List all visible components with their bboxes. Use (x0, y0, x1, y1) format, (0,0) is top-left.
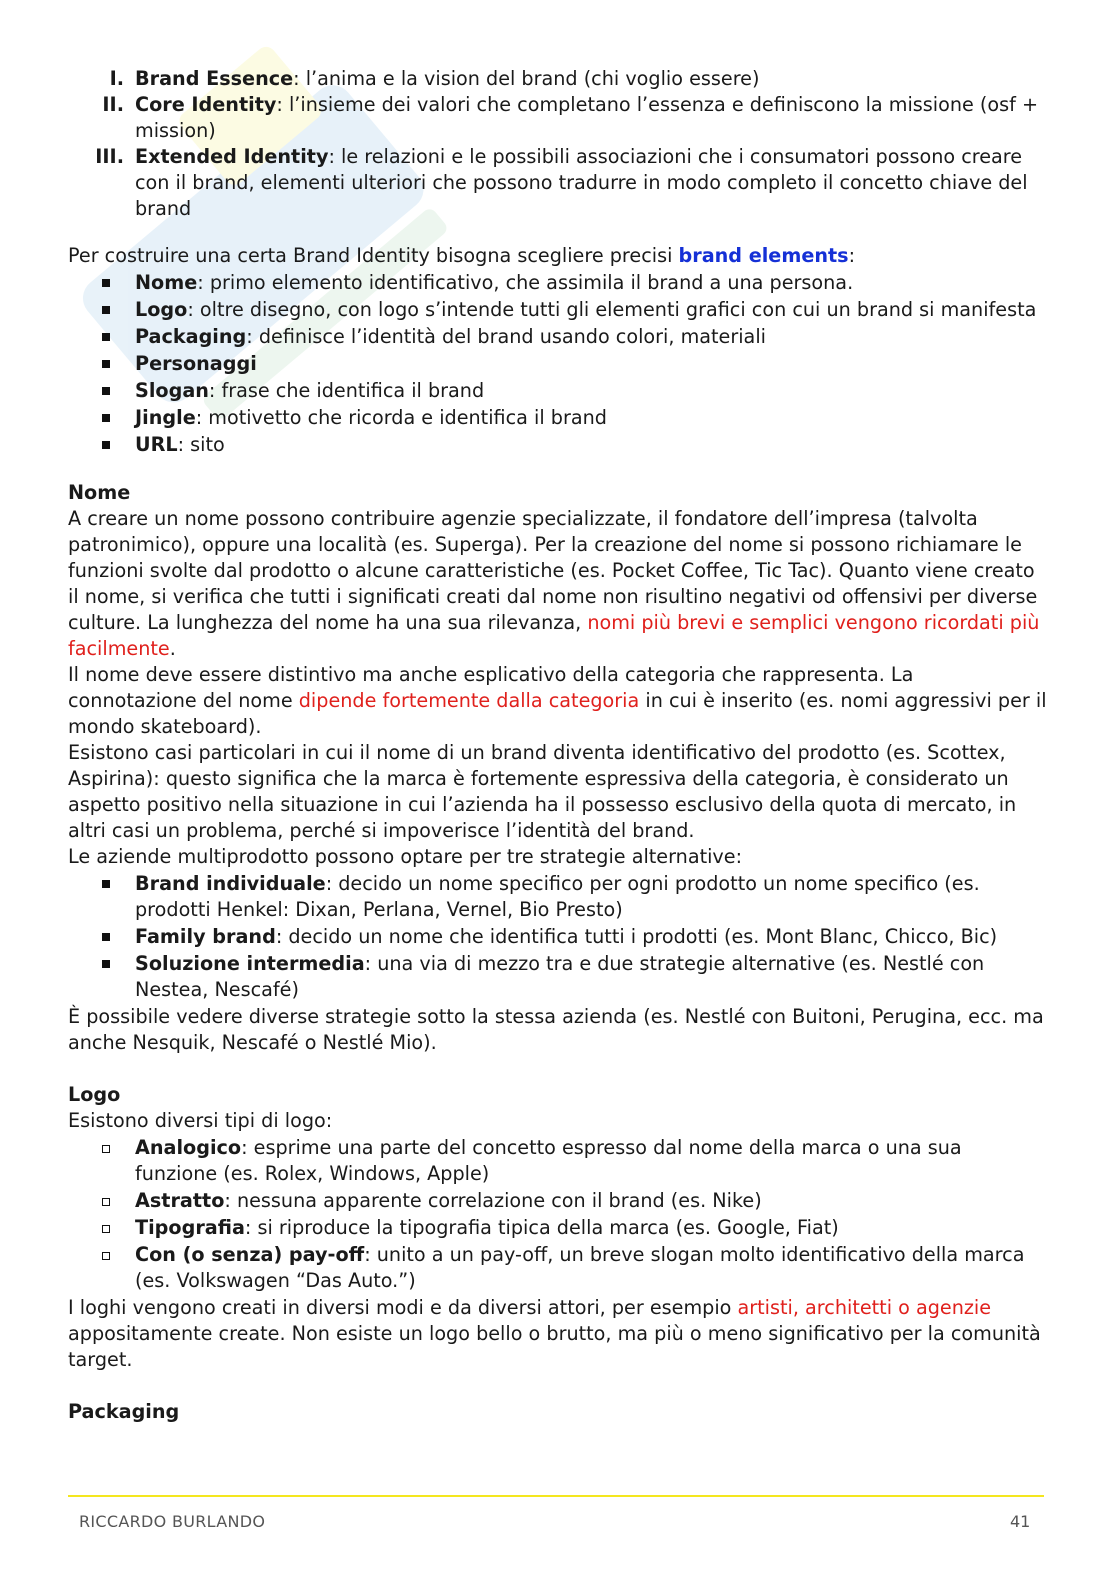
list-item: Family brand: decido un nome che identifica tutti i prodotti (es. Mont Blanc, Chicco, Bic) (68, 924, 1048, 950)
term: Con (o senza) pay-off (135, 1243, 365, 1266)
paragraph: Il nome deve essere distintivo ma anche esplicativo della categoria che rappresenta. La connotazione del nome dipende fortemente dalla categoria in cui è inserito (es. nomi aggressivi per il mondo skateboard). (68, 663, 1047, 738)
term: Logo (135, 298, 188, 321)
list-item: Nome: primo elemento identificativo, che assimila il brand a una persona. (68, 270, 1048, 296)
definition: : le relazioni e le possibili associazioni che i consumatori possono creare con il brand, elementi ulteriori che possono tradurre in modo completo il concetto chiave del brand (135, 145, 1028, 220)
definition: : l’anima e la vision del brand (chi voglio essere) (293, 67, 760, 90)
list-item (68, 144, 1048, 222)
list-item: Packaging: definisce l’identità del brand usando colori, materiali (68, 324, 1048, 350)
term: Brand Essence (135, 67, 294, 90)
list-item: Slogan: frase che identifica il brand (68, 378, 1048, 404)
page-number: 41 (1010, 1512, 1031, 1531)
term: Nome (135, 271, 198, 294)
highlight-red: nomi più brevi e semplici vengono ricordati più facilmente (68, 611, 1040, 660)
brand-elements-highlight: brand elements (678, 244, 849, 267)
roman-numeral: I. (109, 67, 124, 90)
paragraph: Esistono diversi tipi di logo: (68, 1109, 333, 1132)
term: Core Identity (135, 93, 277, 116)
paragraph: È possibile vedere diverse strategie sotto la stessa azienda (es. Nestlé con Buitoni, Perugina, ecc. ma anche Nesquik, Nescafé o Nestlé Mio). (68, 1005, 1044, 1054)
footer-author: RICCARDO BURLANDO (79, 1512, 266, 1531)
highlight-red: dipende fortemente dalla categoria (298, 689, 640, 712)
paragraph: A creare un nome possono contribuire agenzie specializzate, il fondatore dell’impresa (talvolta patronimico), oppure una località (es. Superga). Per la creazione del nome si possono richiamare le funzioni svolte dal prodotto o alcune caratteristiche (es. Pocket Coffee, Tic Tac). Quanto viene creato il nome, si verifica che tutti i significati creati dal nome non risultino negativi od offensivi per diverse culture. La lunghezza del nome ha una sua rilevanza, nomi più brevi e semplici vengono ricordati più facilmente. (68, 507, 1040, 660)
list-item: Jingle: motivetto che ricorda e identifica il brand (68, 405, 1048, 431)
section-heading-logo: Logo (68, 1083, 121, 1106)
strategies-list (68, 871, 1048, 1003)
paragraph: Esistono casi particolari in cui il nome di un brand diventa identificativo del prodotto (es. Scottex, Aspirina): questo significa che la marca è fortemente espressiva della categoria, è considerato un aspetto positivo nella situazione in cui l’azienda ha il possesso esclusivo della quota di mercato, in altri casi un problema, perché si impoverisce l’identità del brand. (68, 741, 1017, 842)
highlight-red: artisti, architetti o agenzie (737, 1296, 992, 1319)
term: Jingle (135, 406, 196, 429)
term: Tipografia (135, 1216, 245, 1239)
roman-numeral: II. (102, 93, 124, 116)
term: Astratto (135, 1189, 225, 1212)
term: Personaggi (135, 352, 257, 375)
brand-elements-list (68, 270, 1048, 458)
identity-levels-list (68, 66, 1048, 222)
list-item (68, 351, 1048, 377)
list-item: Con (o senza) pay-off: unito a un pay-off, un breve slogan molto identificativo della marca (es. Volkswagen “Das Auto.”) (68, 1242, 1048, 1294)
term: Slogan (135, 379, 209, 402)
term: Brand individuale (135, 872, 326, 895)
brand-elements-intro: Per costruire una certa Brand Identity bisogna scegliere precisi brand elements: (68, 244, 856, 267)
term: Soluzione intermedia (135, 952, 365, 975)
term: Packaging (135, 325, 247, 348)
list-item: Astratto: nessuna apparente correlazione con il brand (es. Nike) (68, 1188, 1048, 1214)
list-item: Tipografia: si riproduce la tipografia tipica della marca (es. Google, Fiat) (68, 1215, 1048, 1241)
list-item: URL: sito (68, 432, 1048, 458)
list-item (68, 92, 1048, 144)
list-item: Logo: oltre disegno, con logo s’intende tutti gli elementi grafici con cui un brand si manifesta (68, 297, 1048, 323)
list-item: Brand individuale: decido un nome specifico per ogni prodotto un nome specifico (es. prodotti Henkel: Dixan, Perlana, Vernel, Bio Presto) (68, 871, 1048, 923)
term: URL (135, 433, 178, 456)
paragraph: Le aziende multiprodotto possono optare per tre strategie alternative: (68, 845, 743, 868)
logo-types-list (68, 1135, 1048, 1294)
list-item: Analogico: esprime una parte del concetto espresso dal nome della marca o una sua funzione (es. Rolex, Windows, Apple) (68, 1135, 1048, 1187)
document-page (68, 66, 1048, 1425)
paragraph: I loghi vengono creati in diversi modi e da diversi attori, per esempio artisti, architetti o agenzie appositamente create. Non esiste un logo bello o brutto, ma più o meno significativo per la comunità target. (68, 1296, 1041, 1371)
list-item (68, 66, 1048, 92)
list-item: Soluzione intermedia: una via di mezzo tra e due strategie alternative (es. Nestlé con Nestea, Nescafé) (68, 951, 1048, 1003)
definition: : l’insieme dei valori che completano l’essenza e definiscono la missione (osf + mission) (135, 93, 1039, 142)
term: Extended Identity (135, 145, 329, 168)
term: Analogico (135, 1136, 242, 1159)
section-heading-packaging: Packaging (68, 1400, 180, 1423)
section-heading-nome: Nome (68, 481, 131, 504)
footer-rule (68, 1495, 1044, 1497)
term: Family brand (135, 925, 276, 948)
roman-numeral: III. (95, 145, 124, 168)
